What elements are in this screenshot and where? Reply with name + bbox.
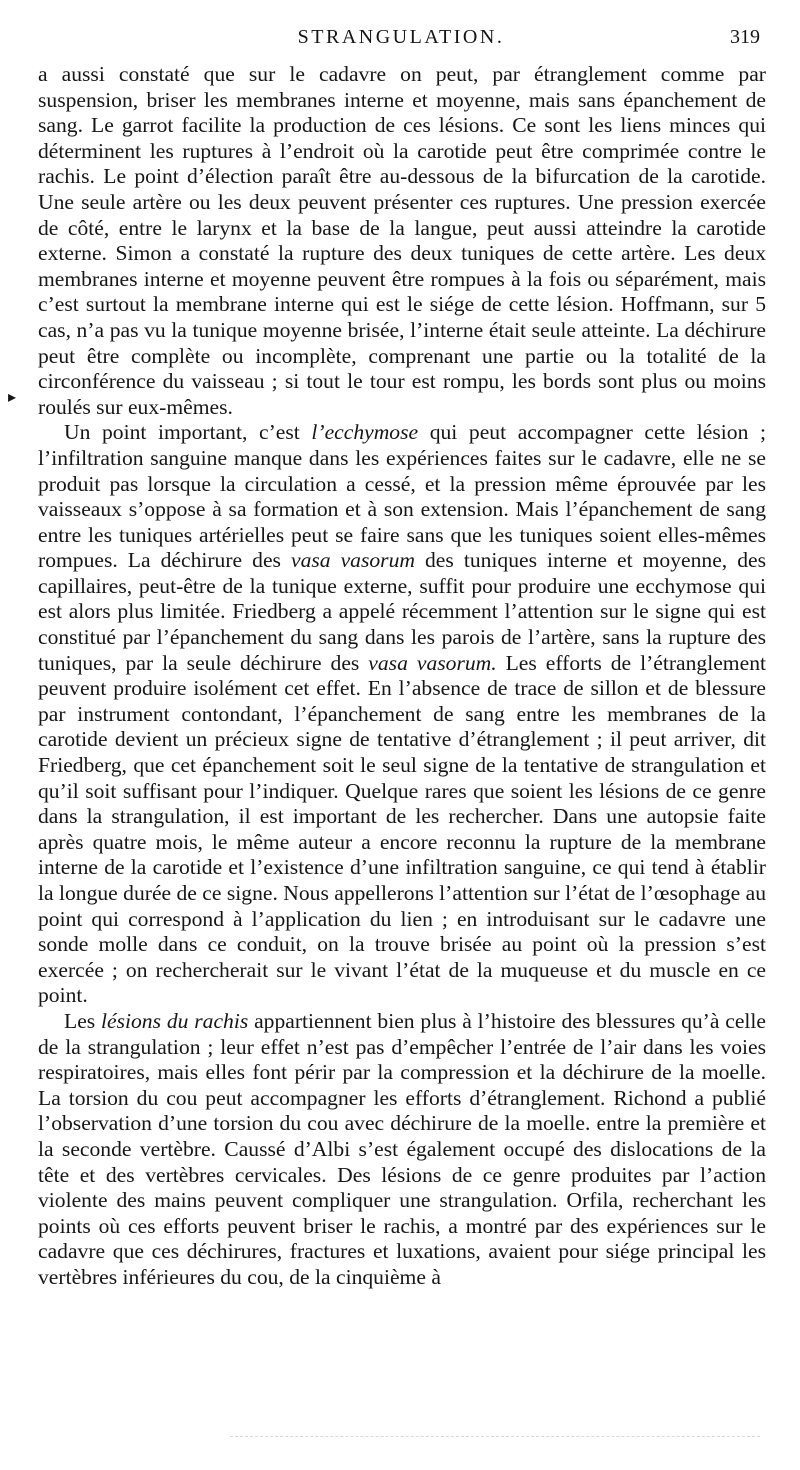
margin-marker: ▸ <box>8 389 17 406</box>
footer-rule <box>230 1436 760 1443</box>
italic-phrase: l’ecchymose <box>311 420 419 445</box>
italic-phrase: vasa vasorum. <box>368 650 497 675</box>
page-header <box>38 26 764 52</box>
italic-phrase: lésions du rachis <box>101 1008 249 1033</box>
page-number: 319 <box>730 26 760 48</box>
body-text <box>38 62 766 1291</box>
paragraph <box>38 62 766 420</box>
paragraph <box>38 1009 766 1291</box>
text-run: Les efforts de l’étranglement peuvent produire isolément cet effet. En l’absence de trace de sillon et de blessure par instrument contondant, l’épanchement de sang entre les membranes de la carotide devient un précieux signe de tentative d’étranglement ; il peut arriver, dit Friedberg, que cet épanchement soit le seul signe de la tentative de strangulation et qu’il soit suffisant pour l’indiquer. Quelque rares que soient les lésions de ce genre dans la strangulation, il est important de les rechercher. Dans une autopsie faite après quatre mois, le même auteur a encore reconnu la rupture de la membrane interne de la carotide et l’existence d’une infiltration sanguine, ce qui tend à établir la longue durée de ce signe. Nous appellerons l’attention sur l’état de l’œsophage au point qui correspond à l’application du lien ; en introduisant sur le cadavre une sonde molle dans ce conduit, on la trouve brisée au point où la pression s’est exercée ; on rechercherait sur le vivant l’état de la muqueuse et du muscle en ce point. <box>38 650 766 1008</box>
italic-phrase: vasa vasorum <box>290 548 415 573</box>
paragraph <box>38 420 766 1009</box>
text-run: Les <box>64 1008 102 1033</box>
text-run: Un point important, c’est <box>64 420 312 445</box>
text-run: appartiennent bien plus à l’histoire des blessures qu’à celle de la strangulation ; leur effet n’est pas d’empêcher l’entrée de l’air dans les voies respiratoires, mais elles font périr par la compression et la déchirure de la moelle. La torsion du cou peut accompagner les efforts d’étranglement. Richond a publié l’observation d’une torsion du cou avec déchirure de la moelle. entre la première et la seconde vertèbre. Caussé d’Albi s’est également occupé des dislocations de la tête et des vertèbres cervicales. Des lésions de ce genre produites par l’action violente des mains peuvent compliquer une strangulation. Orfila, recherchant les points où ces efforts peuvent briser le rachis, a montré par des expériences sur le cadavre que ces déchirures, fractures et luxations, avaient pour siége principal les vertèbres inférieures du cou, de la cinquième à <box>38 1008 767 1289</box>
text-run: des tuniques interne et moyenne, des capillaires, peut-être de la tunique externe, suffit pour produire une ecchymose qui est alors plus limitée. Friedberg a appelé récemment l’attention sur le signe qui est constitué par l’épanchement du sang dans les parois de l’artère, sans la rupture des tuniques, par la seule déchirure des <box>38 548 766 675</box>
running-title: STRANGULATION. <box>297 26 505 48</box>
text-run: qui peut accompagner cette lésion ; l’infiltration sanguine manque dans les expériences faites sur le cadavre, elle ne se produit pas lorsque la circulation a cessé, et la pression même éprouvée par les vaisseaux s’oppose à sa formation et à son extension. Mais l’épanchement de sang entre les tuniques artérielles peut se faire sans que les tuniques soient elles-mêmes rompues. La déchirure des <box>38 420 766 573</box>
text-run: a aussi constaté que sur le cadavre on peut, par étranglement comme par suspension, briser les membranes interne et moyenne, mais sans épanchement de sang. Le garrot facilite la production de ces lésions. Ce sont les liens minces qui déterminent les ruptures à l’endroit où la carotide peut être comprimée contre le rachis. Le point d’élection paraît être au-dessous de la bifurcation de la carotide. Une seule artère ou les deux peuvent présenter ces ruptures. Une pression exercée de côté, entre le larynx et la base de la langue, peut aussi atteindre la carotide externe. Simon a constaté la rupture des deux tuniques de cette artère. Les deux membranes interne et moyenne peuvent être rompues à la fois ou séparément, mais c’est surtout la membrane interne qui est le siége de cette lésion. Hoffmann, sur 5 cas, n’a pas vu la tunique moyenne brisée, l’interne était seule atteinte. La déchirure peut être complète ou incomplète, comprenant une partie ou la totalité de la circonférence du vaisseau ; si tout le tour est rompu, les bords sont plus ou moins roulés sur eux-mêmes. <box>38 62 766 419</box>
